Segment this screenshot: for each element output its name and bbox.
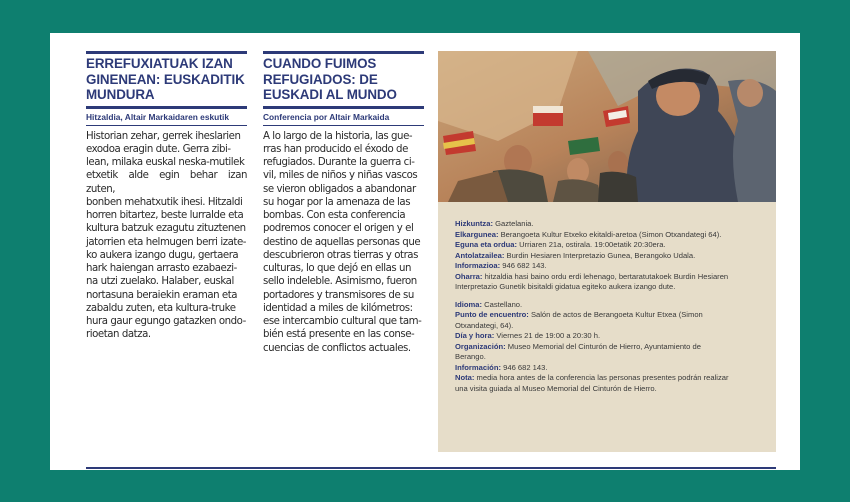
body-line: refugiados. Durante la guerra ci- (263, 157, 415, 168)
basque-column (86, 51, 247, 342)
spanish-column (263, 51, 424, 355)
body-line: exodoa eragin dute. Gerra zibi- (86, 143, 231, 155)
body-line: etxetik alde egin behar izan zuten, (86, 170, 247, 195)
basque-title (86, 56, 247, 103)
title-line: MUNDURA (86, 87, 155, 102)
body-line: rioetan datza. (86, 329, 151, 341)
value: Gaztelania. (495, 219, 534, 228)
body-line: podremos conocer el origen y el (263, 223, 414, 235)
body-line: vil, miles de niños y niñas vascos (263, 170, 418, 182)
value: hitzaldia hasi baino ordu erdi lehenago, bertaratutakoek Burdin Hesiaren (484, 271, 729, 281)
basque-subtitle: Hitzaldia, Altair Markaidaren eskutik (86, 111, 230, 122)
body-line: rras han producido el éxodo de (263, 143, 408, 155)
body-line: jatorrien eta helmugen berri izate- (86, 236, 247, 248)
subtitle-divider (263, 125, 424, 126)
spanish-body (263, 130, 424, 355)
value: Burdin Hesiaren Interpretazio Gunea, Berangoko Udala. (506, 250, 696, 260)
value: 946 682 143. (502, 261, 547, 270)
body-line: bonben mehatxutik ihesi. Hitzaldi (86, 196, 243, 208)
phone-es (455, 363, 767, 374)
title-divider (263, 106, 424, 109)
value: Interpretazio Gunetik bisitaldi gidatua egiteko aukera izango dute. (455, 282, 676, 291)
venue-es-cont (455, 321, 767, 332)
note-es-cont (455, 384, 767, 395)
label: Hizkuntza: (455, 219, 493, 228)
title-line: EUSKADI AL MUNDO (263, 87, 397, 102)
value: Otxandategi, 64). (455, 320, 514, 330)
value: Urriaren 21a, ostirala. 19:00etatik 20:30era. (519, 240, 666, 249)
note-eu-cont (455, 282, 767, 293)
body-line: sello indeleble. Asimismo, fueron (263, 276, 417, 288)
organizer-es-cont (455, 352, 767, 363)
language-eu (455, 219, 767, 230)
spacer (455, 293, 767, 300)
body-line: horren bitartez, beste lurralde eta (86, 210, 244, 221)
body-line: culturas, lo que dejó en ellas un (263, 263, 412, 274)
basque-body (86, 130, 247, 342)
body-line: hark haiengan arrasto ezabaezi- (86, 263, 237, 274)
refugees-painting (438, 51, 776, 202)
top-divider (263, 51, 424, 54)
value: Salón de actos de Berangoeta Kultur Etxea (Simon (530, 310, 703, 319)
spanish-subtitle: Conferencia por Altair Markaida (263, 111, 390, 122)
subtitle-divider (86, 125, 247, 126)
info-panel (438, 51, 776, 452)
event-details (455, 219, 767, 394)
title-line: CUANDO FUIMOS (263, 56, 377, 71)
venue-eu (455, 230, 767, 241)
value: 946 682 143. (503, 362, 548, 372)
body-line: kultura batzuk ezagutu zituztenen (86, 223, 246, 235)
value: Museo Memorial del Cinturón de Hierro, Ayuntamiento de (507, 341, 701, 351)
body-line: ese intercambio cultural que tam- (263, 316, 422, 327)
body-line: descubrieron otras tierras y otras (263, 249, 418, 261)
language-es (455, 300, 767, 311)
body-line: nortasuna beraiekin eraman eta (86, 289, 238, 301)
body-line: se vieron obligados a abandonar (263, 183, 416, 195)
label: Elkargunea: (455, 229, 499, 239)
note-es (455, 373, 767, 384)
note-eu (455, 272, 767, 283)
top-divider (86, 51, 247, 54)
value: Berangoeta Kultur Etxeko ekitaldi-aretoa (Simon Otxandategi 64). (500, 229, 722, 239)
body-line: ko aukera izango dugu, gertaera (86, 249, 239, 261)
label: Eguna eta orduа: (455, 240, 518, 249)
venue-es (455, 310, 767, 321)
phone-eu (455, 261, 767, 272)
painting-image (438, 51, 776, 202)
label: Idioma: (455, 299, 483, 309)
body-line: hura gaur egungo gatazken ondo- (86, 316, 246, 327)
body-line: portadores y transmisores de su (263, 289, 414, 301)
label: Información: (455, 362, 501, 372)
body-line: na utzi zuelako. Halaber, euskal (86, 276, 234, 288)
body-line: zabaldu zuten, eta kultura-truke (86, 302, 236, 314)
label: Punto de encuentro: (455, 310, 529, 319)
title-divider (86, 106, 247, 109)
value: media hora antes de la conferencia las personas presentes podrán realizar (476, 373, 729, 382)
body-line: bombas. Con esta conferencia (263, 210, 406, 221)
label: Nota: (455, 373, 475, 382)
title-line: GINENEAN: EUSKADITIK (86, 71, 245, 87)
body-line: destino de aquellas personas que (263, 236, 421, 248)
body-line: cuencias de conflictos actuales. (263, 342, 411, 354)
bottom-divider (86, 467, 776, 469)
value: Viernes 21 de 19:00 a 20:30 h. (496, 331, 601, 340)
title-line: ERREFUXIATUAK IZAN (86, 56, 233, 71)
value: una visita guiada al Museo Memorial del Cinturón de Hierro. (455, 383, 657, 393)
body-line: A lo largo de la historia, las gue- (263, 130, 413, 142)
event-sheet (50, 33, 800, 470)
body-line: lean, milaka euskal neska-mutilek (86, 157, 245, 168)
label: Día y hora: (455, 331, 495, 340)
value: Castellano. (484, 299, 523, 309)
title-line: REFUGIADOS: DE (263, 71, 378, 87)
date-es (455, 331, 767, 342)
label: Organización: (455, 341, 506, 351)
organizer-eu (455, 251, 767, 262)
value: Berango. (455, 352, 486, 361)
body-line: bién está presente en las conse- (263, 329, 415, 341)
label: Oharra: (455, 271, 483, 281)
body-line: Historian zehar, gerrek iheslarien (86, 130, 241, 142)
spanish-title (263, 56, 424, 103)
label: Informazioa: (455, 261, 501, 270)
organizer-es (455, 342, 767, 353)
body-line: su hogar por la amenaza de las (263, 196, 411, 208)
body-line: identidad a miles de kilómetros: (263, 302, 413, 314)
label: Antolatzailea: (455, 250, 505, 260)
date-eu (455, 240, 767, 251)
